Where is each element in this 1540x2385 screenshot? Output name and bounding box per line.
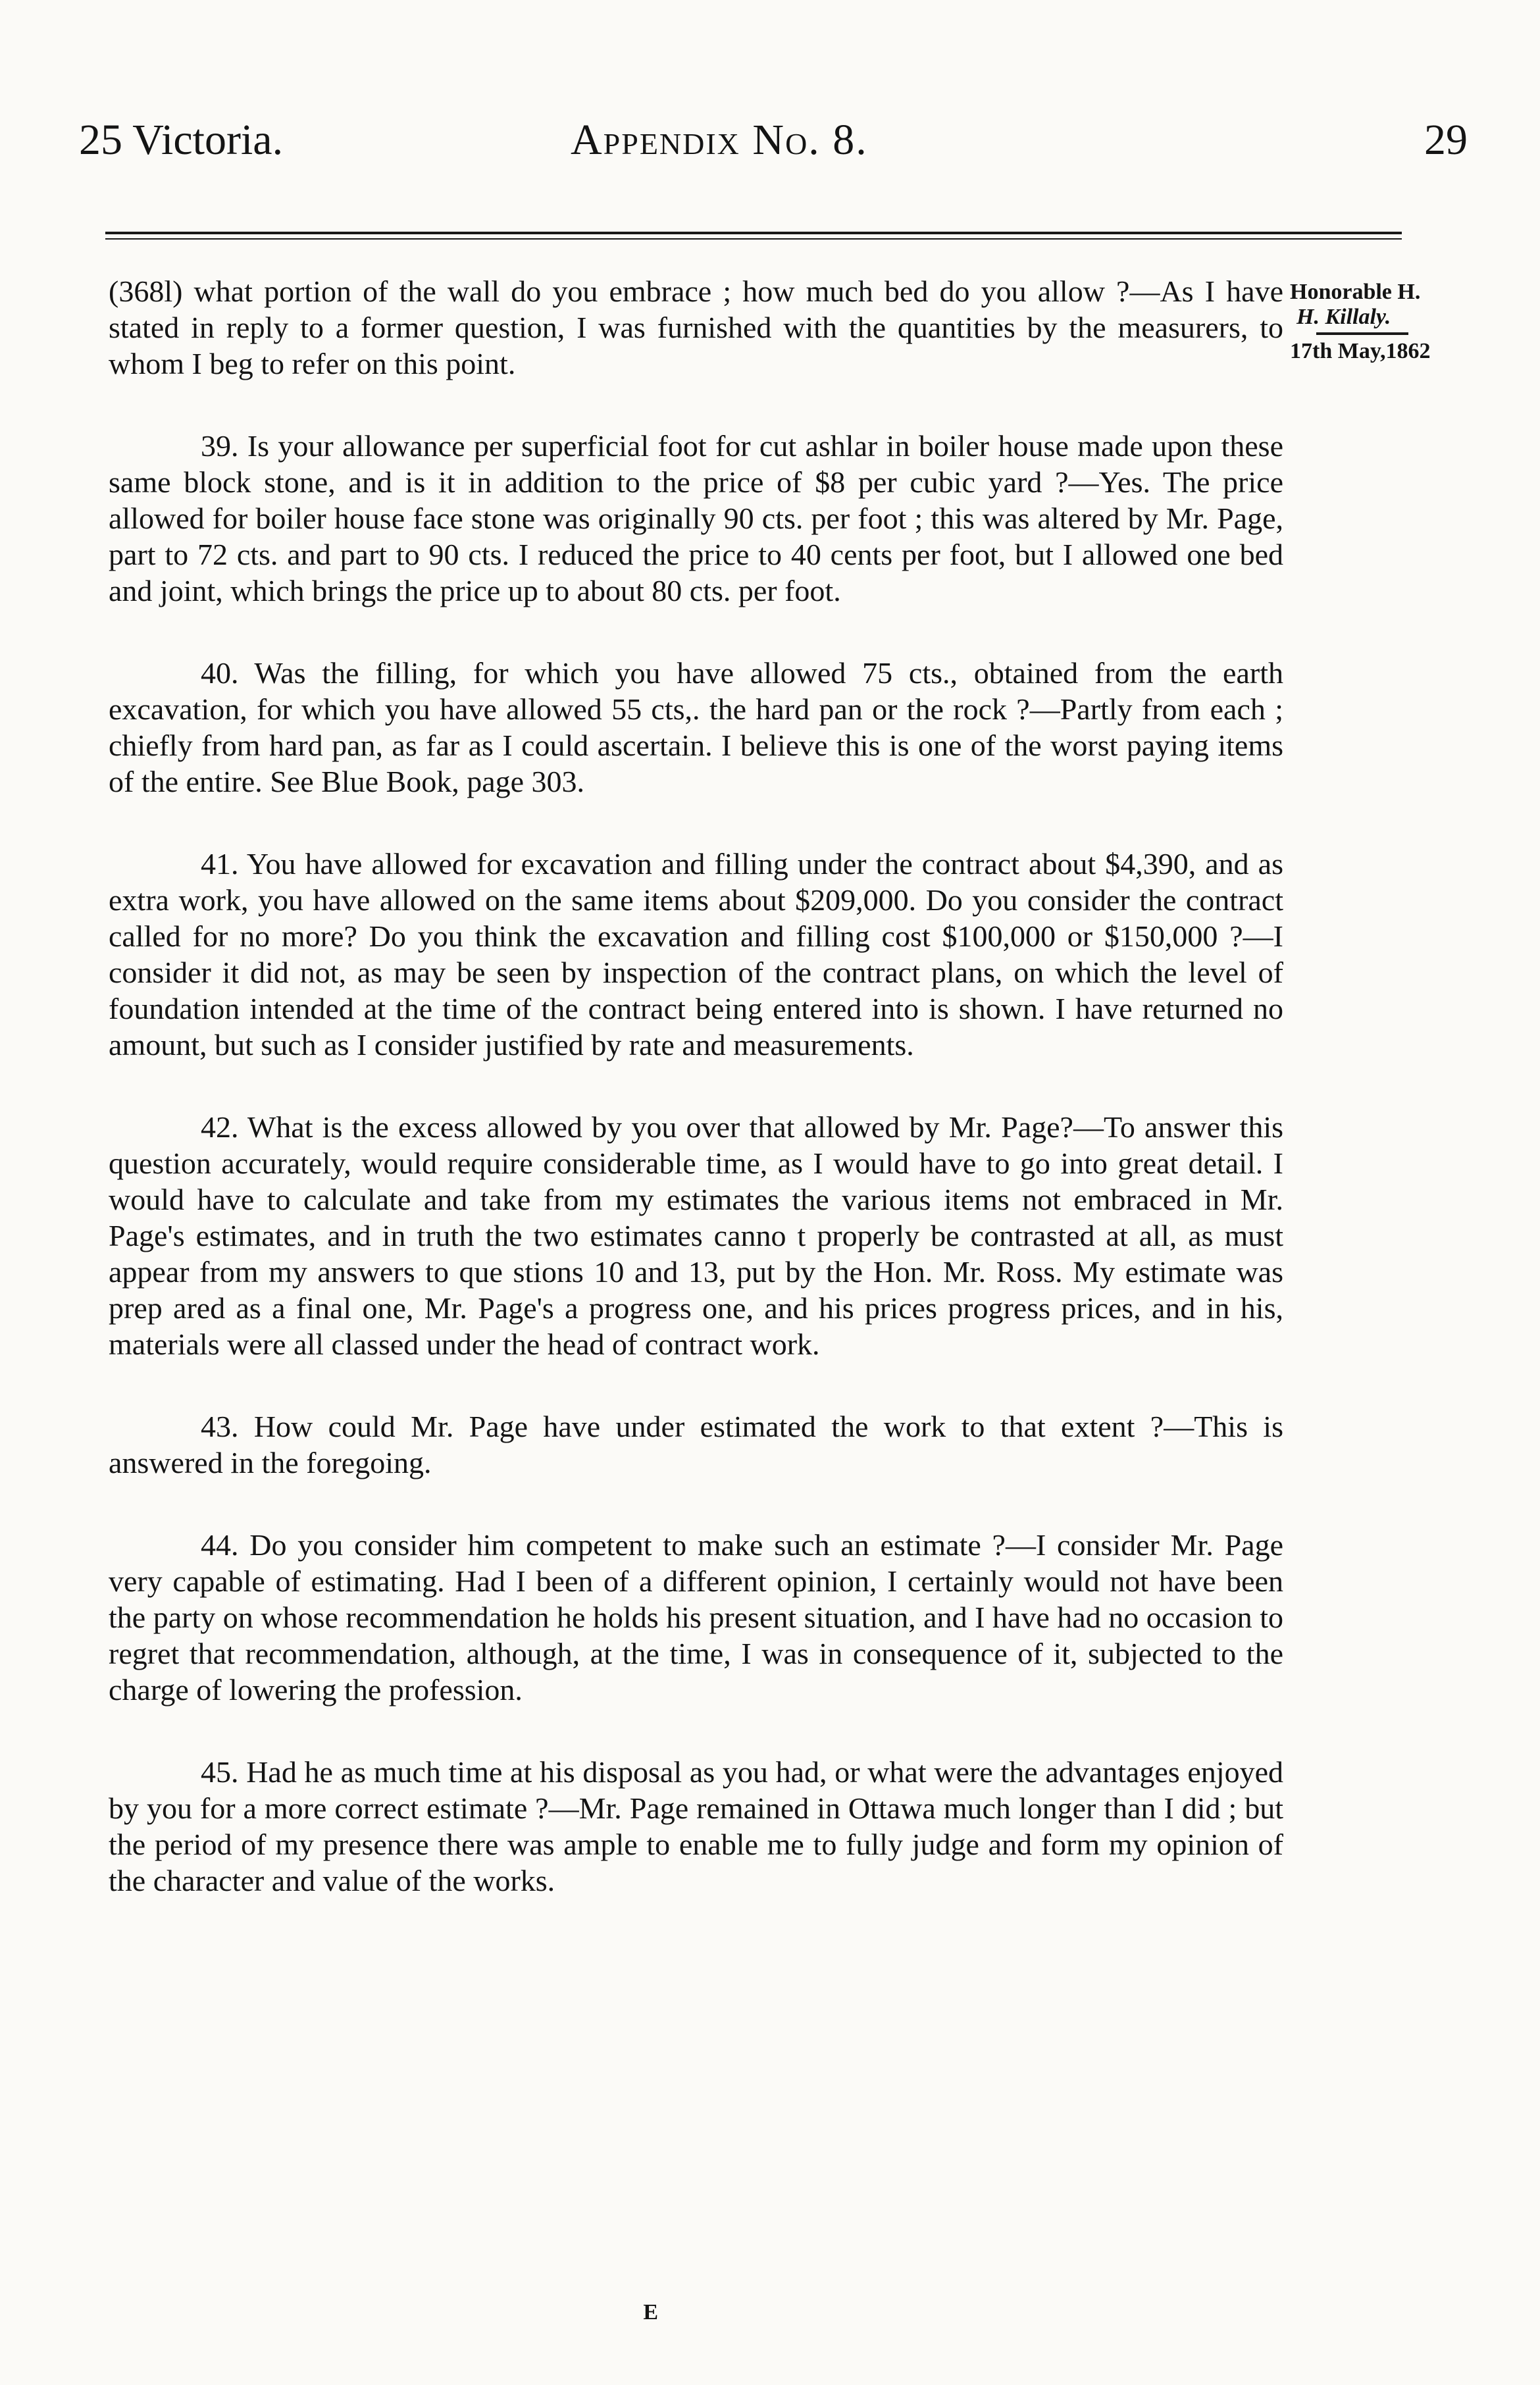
margin-note [1290, 280, 1487, 364]
paragraph-368l: (368l) what portion of the wall do you embrace ; how much bed do you allow ?—As I have stated in reply to a former question, I was furnished with the quantities by the measurers, to whom I beg to refer on this point. [109, 274, 1283, 380]
session-label: 25 Victoria. [79, 116, 284, 164]
paragraph-42: 42. What is the excess allowed by you over that allowed by Mr. Page?—To answer this question accurately, would require considerable time, as I would have to go into great detail. I would have to calculate and take from my estimates the various items not embraced in Mr. Page's estimates, and in truth the two estimates canno t properly be contrasted at all, as must appear from my answers to que stions 10 and 13, put by the Hon. Mr. Ross. My estimate was prep ared as a final one, Mr. Page's a progress one, and his prices progress prices, and in his, materials were all classed under the head of contract work. [109, 1110, 1283, 1361]
paragraph-39: 39. Is your allowance per superficial foot for cut ashlar in boiler house made upon these same block stone, and is it in addition to the price of $8 per cubic yard ?—Yes. The price allowed for boiler house face stone was originally 90 cts. per foot ; this was altered by Mr. Page, part to 72 cts. and part to 90 cts. I reduced the price to 40 cents per foot, but I allowed one bed and joint, which brings the price up to about 80 cts. per foot. [109, 429, 1283, 607]
appendix-label: Appendix No. 8. [571, 116, 868, 164]
document-body [109, 273, 1283, 1945]
header-rule-thin [105, 238, 1402, 240]
margin-note-name: H. Killaly. [1296, 305, 1391, 329]
paragraph-44: 44. Do you consider him competent to make such an estimate ?—I consider Mr. Page very capable of estimating. Had I been of a different opinion, I certainly would not have been the party on whose recommendation he holds his present situation, and I have had no occasion to regret that recommendation, although, at the time, I was in consequence of it, subjected to the charge of lowering the profession. [109, 1528, 1283, 1706]
page-header [79, 115, 1468, 181]
margin-note-title: Honorable H. [1290, 280, 1421, 304]
paragraph-41: 41. You have allowed for excavation and filling under the contract about $4,390, and as extra work, you have allowed on the same items about $209,000. Do you consider the contract called for no more? Do you think the excavation and filling cost $100,000 or $150,000 ?—I consider it did not, as may be seen by inspection of the contract plans, on which the level of foundation intended at the time of the contract being entered into is shown. I have returned no amount, but such as I consider justified by rate and measurements. [109, 847, 1283, 1062]
header-rule-thick [105, 232, 1402, 234]
page-number: 29 [1424, 116, 1468, 164]
margin-note-date: 17th May,1862 [1290, 339, 1431, 363]
margin-note-rule [1316, 332, 1408, 335]
paragraph-43: 43. How could Mr. Page have under estimated the work to that extent ?—This is answered in the foregoing. [109, 1410, 1283, 1479]
paragraph-40: 40. Was the filling, for which you have allowed 75 cts., obtained from the earth excavation, for which you have allowed 55 cts,. the hard pan or the rock ?—Partly from each ; chiefly from hard pan, as far as I could ascertain. I believe this is one of the worst paying items of the entire. See Blue Book, page 303. [109, 656, 1283, 798]
paragraph-45: 45. Had he as much time at his disposal as you had, or what were the advantages enjoyed by you for a more correct estimate ?—Mr. Page remained in Ottawa much longer than I did ; but the period of my presence there was ample to enable me to fully judge and form my opinion of the character and value of the works. [109, 1755, 1283, 1897]
signature-mark: E [643, 2300, 658, 2324]
